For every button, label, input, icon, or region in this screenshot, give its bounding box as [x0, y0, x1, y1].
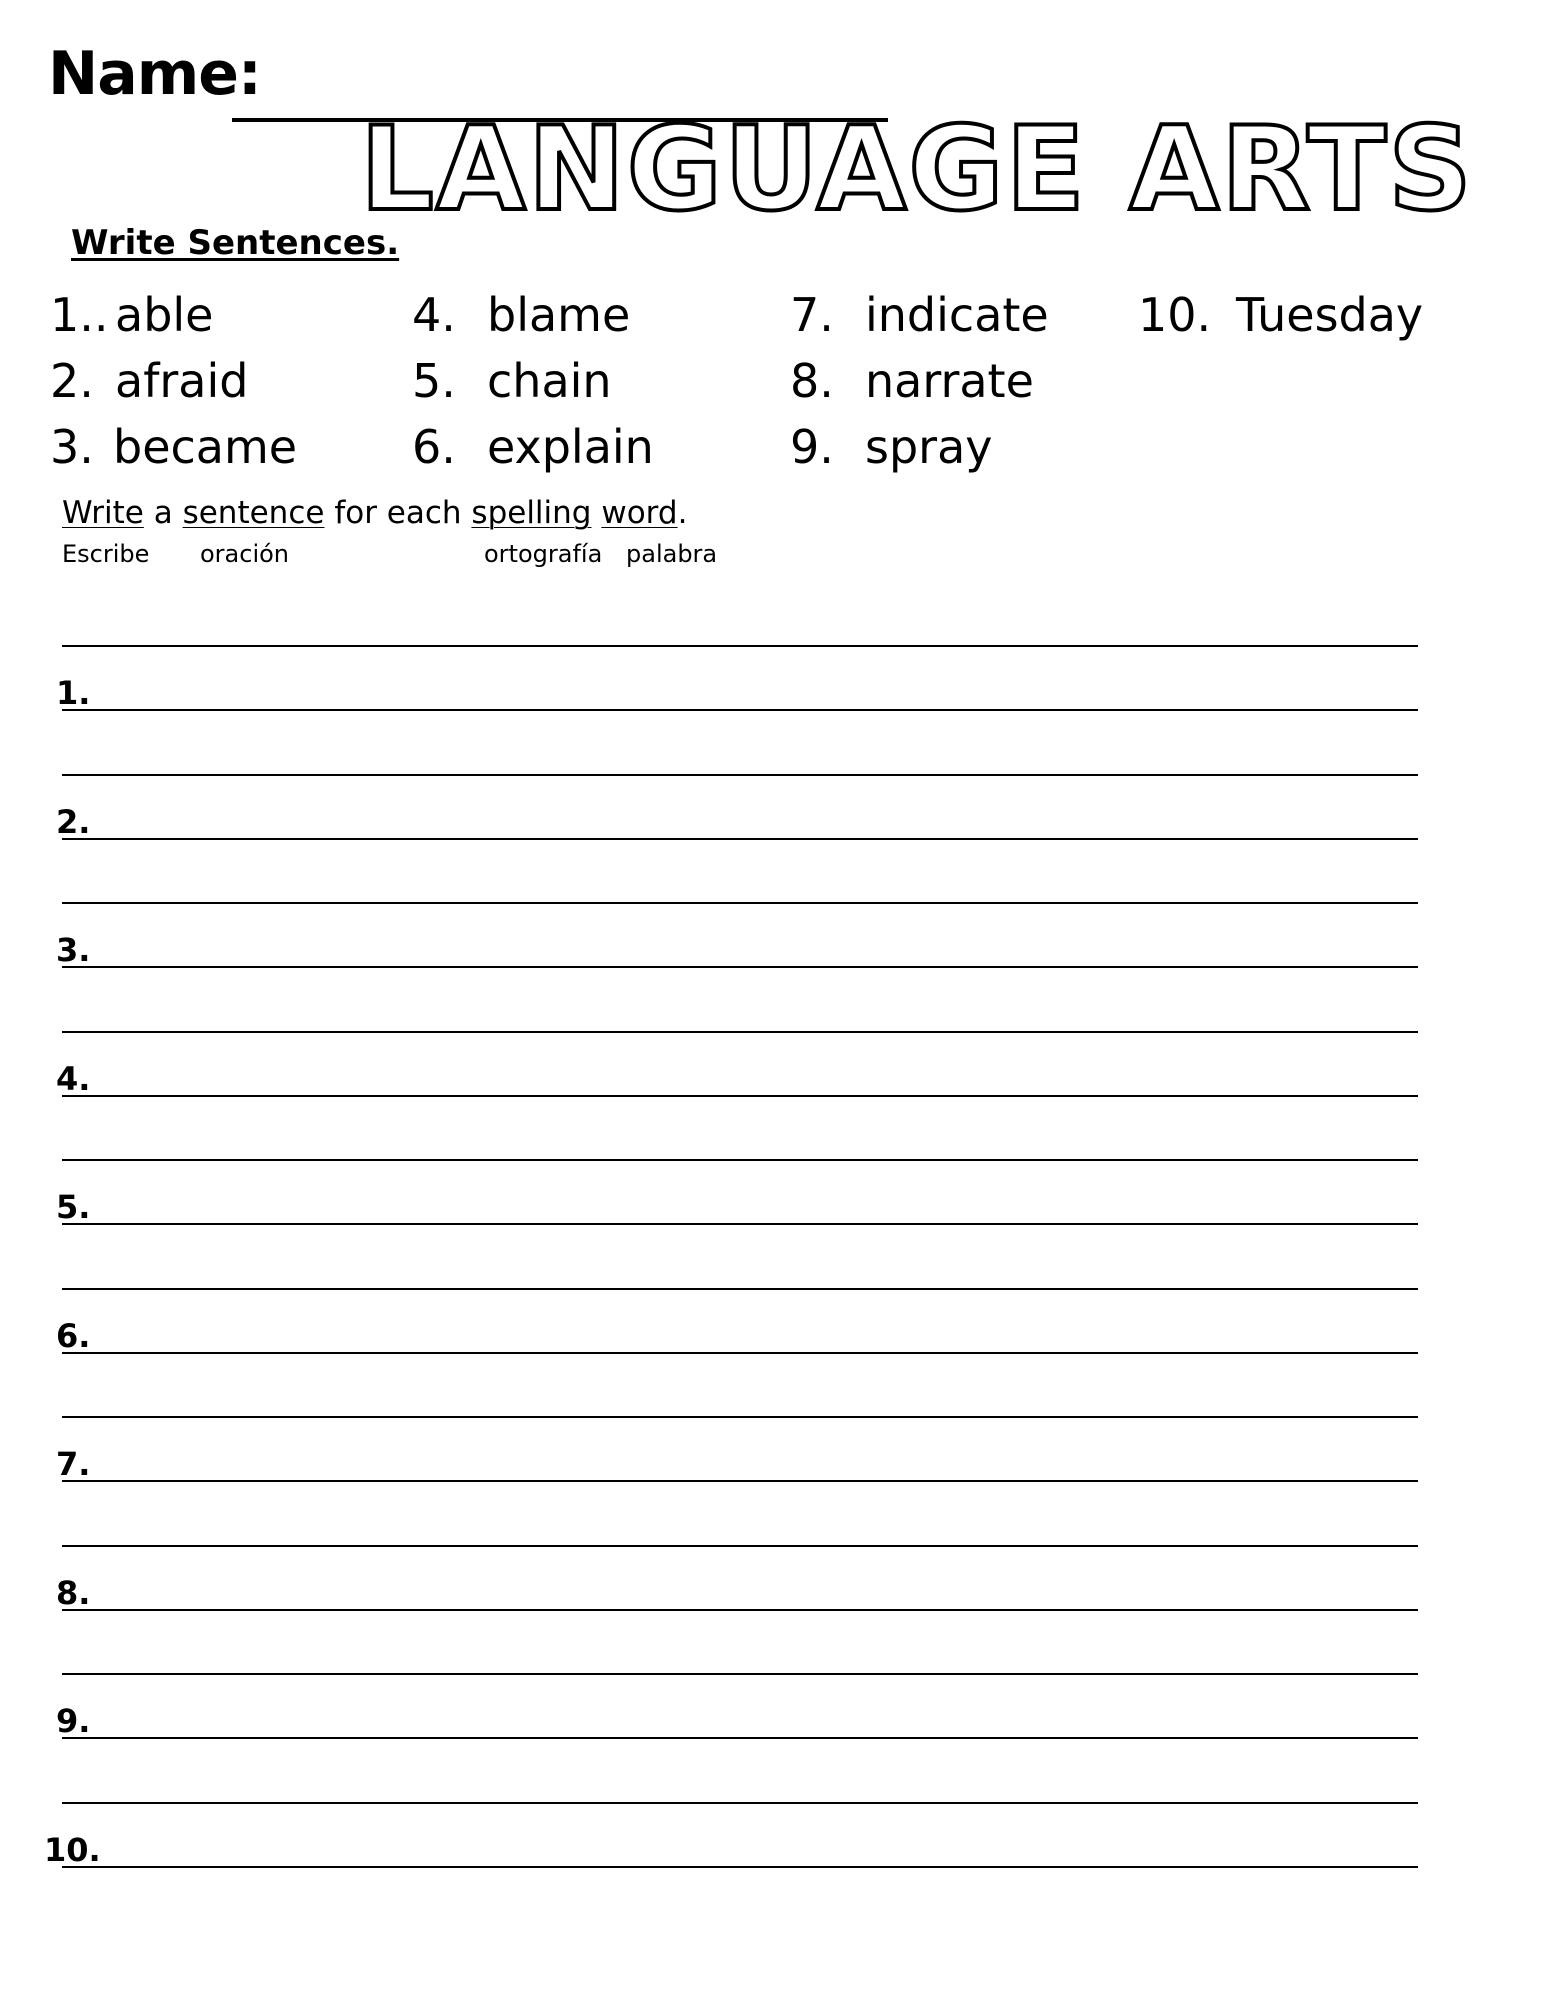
word-number: 10.	[1138, 288, 1212, 342]
instruction-word-for-each: for each	[334, 495, 462, 531]
writing-line-8[interactable]	[62, 1609, 1418, 1611]
page-title: LANGUAGE ARTS	[360, 102, 1474, 237]
word-text: spray	[865, 420, 993, 474]
writing-line-number: 9.	[56, 1702, 91, 1740]
translation-sentence: oración	[200, 540, 290, 568]
word-text: chain	[487, 354, 612, 408]
writing-guide-line[interactable]	[62, 1673, 1418, 1675]
writing-line-number: 7.	[56, 1445, 91, 1483]
writing-guide-line[interactable]	[62, 645, 1418, 647]
word-number: 6.	[412, 420, 456, 474]
word-number: 1..	[50, 288, 109, 342]
word-text: narrate	[865, 354, 1034, 408]
writing-guide-line[interactable]	[62, 1159, 1418, 1161]
translation-spelling: ortografía	[484, 540, 603, 568]
instruction-text	[62, 495, 688, 531]
writing-line-number: 2.	[56, 803, 91, 841]
writing-line-10[interactable]	[62, 1866, 1418, 1868]
translation-word: palabra	[626, 540, 718, 568]
instruction-word-word: word	[601, 495, 678, 531]
writing-line-number: 6.	[56, 1317, 91, 1355]
writing-guide-line[interactable]	[62, 1416, 1418, 1418]
writing-guide-line[interactable]	[62, 1545, 1418, 1547]
writing-line-3[interactable]	[62, 966, 1418, 968]
word-text: became	[113, 420, 298, 474]
writing-line-number: 8.	[56, 1574, 91, 1612]
instruction-word-a: a	[153, 495, 173, 531]
translation-write: Escribe	[62, 540, 150, 568]
writing-line-7[interactable]	[62, 1480, 1418, 1482]
writing-line-number: 4.	[56, 1060, 91, 1098]
word-number: 4.	[412, 288, 456, 342]
word-number: 5.	[412, 354, 456, 408]
instruction-word-spelling: spelling	[471, 495, 592, 531]
instruction-word-write: Write	[62, 495, 144, 531]
writing-line-number: 1.	[56, 674, 91, 712]
writing-line-5[interactable]	[62, 1223, 1418, 1225]
word-text: indicate	[865, 288, 1049, 342]
writing-guide-line[interactable]	[62, 1288, 1418, 1290]
writing-line-number: 10.	[44, 1831, 101, 1869]
writing-line-2[interactable]	[62, 838, 1418, 840]
word-text: blame	[487, 288, 631, 342]
word-text: afraid	[115, 354, 249, 408]
writing-line-9[interactable]	[62, 1737, 1418, 1739]
word-number: 3.	[50, 420, 94, 474]
writing-guide-line[interactable]	[62, 774, 1418, 776]
word-number: 8.	[790, 354, 834, 408]
writing-line-1[interactable]	[62, 709, 1418, 711]
name-label: Name:	[48, 39, 261, 109]
writing-guide-line[interactable]	[62, 902, 1418, 904]
word-text: explain	[487, 420, 654, 474]
writing-line-number: 5.	[56, 1188, 91, 1226]
writing-line-number: 3.	[56, 931, 91, 969]
writing-line-4[interactable]	[62, 1095, 1418, 1097]
writing-line-6[interactable]	[62, 1352, 1418, 1354]
word-number: 2.	[50, 354, 94, 408]
instruction-word-sentence: sentence	[182, 495, 325, 531]
writing-guide-line[interactable]	[62, 1802, 1418, 1804]
word-text: Tuesday	[1236, 288, 1424, 342]
instruction-period: .	[677, 495, 688, 531]
writing-guide-line[interactable]	[62, 1031, 1418, 1033]
word-number: 7.	[790, 288, 834, 342]
section-heading: Write Sentences.	[71, 223, 400, 263]
word-text: able	[115, 288, 214, 342]
word-number: 9.	[790, 420, 834, 474]
